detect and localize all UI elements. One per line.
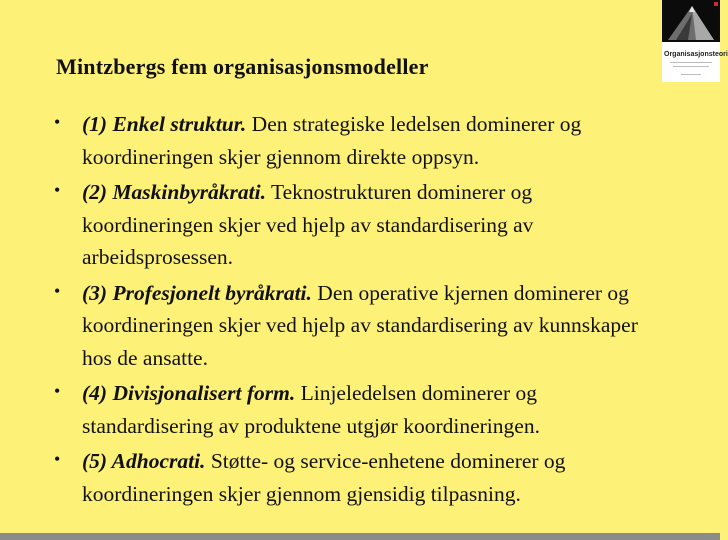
mountain-icon <box>662 0 720 42</box>
bullet-term: (4) Divisjonalisert form. <box>82 381 296 405</box>
slide-title: Mintzbergs fem organisasjonsmodeller <box>56 54 429 79</box>
book-title: Organisasjonsteori <box>664 51 728 58</box>
list-item <box>52 176 662 274</box>
red-mark-icon <box>714 2 718 6</box>
bullet-icon: • <box>54 180 61 200</box>
bullet-text: Den strategiske ledelsen dominerer og koordineringen skjer gjennom direkte oppsyn. <box>82 112 582 169</box>
bullet-text: Støtte- og service-enhetene dominerer og koordineringen skjer gjennom gjensidig tilpasning. <box>82 449 566 506</box>
bullet-term: (2) Maskinbyråkrati. <box>82 180 266 204</box>
bullet-icon: • <box>54 381 61 401</box>
bullet-term: (5) Adhocrati. <box>82 449 206 473</box>
bullet-term: (3) Profesjonelt byråkrati. <box>82 280 312 305</box>
book-text-line <box>673 66 709 67</box>
book-cover-thumbnail <box>662 0 728 82</box>
bottom-bar <box>0 533 720 540</box>
book-text-line <box>681 74 701 75</box>
bullet-term: (1) Enkel struktur. <box>82 112 247 136</box>
bullet-text: Teknostrukturen dominerer og koordineringen skjer ved hjelp av standardisering av arbeidsprosessen. <box>82 180 534 269</box>
bullet-icon: • <box>54 449 61 469</box>
bullet-icon: • <box>54 112 61 132</box>
list-item <box>52 108 662 173</box>
bullet-icon: • <box>54 280 61 301</box>
bullet-list <box>52 108 662 513</box>
bullet-text: Linjeledelsen dominerer og standardisering av produktene utgjør koordineringen. <box>82 381 540 438</box>
book-text-line <box>670 62 712 63</box>
list-item <box>52 445 662 510</box>
book-cover-image <box>662 0 720 42</box>
list-item <box>52 377 662 442</box>
bullet-text: Den operative kjernen dominerer og koordineringen skjer ved hjelp av standardisering av kunnskaper hos de ansatte. <box>82 280 638 370</box>
list-item <box>52 277 662 375</box>
